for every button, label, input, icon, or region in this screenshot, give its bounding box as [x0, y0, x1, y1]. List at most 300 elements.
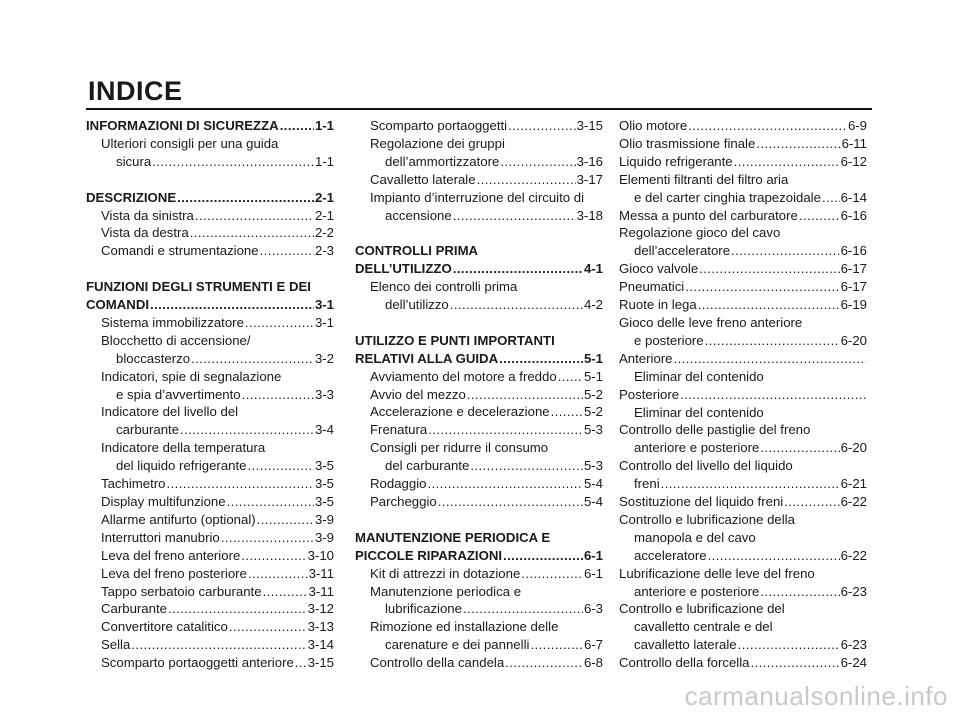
toc-entry[interactable]	[619, 618, 867, 636]
dot-leader	[799, 207, 840, 225]
dot-leader	[680, 386, 866, 404]
page-number: 3-5	[314, 494, 334, 509]
toc-entry-text: Tappo serbatoio carburante	[101, 583, 262, 599]
toc-entry[interactable]	[619, 475, 867, 493]
dot-leader	[738, 636, 840, 654]
toc-entry-text: freni	[634, 476, 660, 492]
dot-leader	[229, 618, 307, 636]
dot-leader	[257, 511, 314, 529]
dot-leader	[467, 386, 583, 404]
page-number: 2-1	[314, 207, 334, 223]
dot-leader	[450, 296, 583, 314]
dot-leader	[167, 475, 314, 493]
toc-entry-text: Tachimetro	[101, 476, 166, 492]
page-number: 3-9	[314, 529, 334, 545]
toc-entry[interactable]	[86, 511, 334, 529]
toc-entry-text: MANUTENZIONE PERIODICA E	[355, 529, 551, 545]
toc-entry-text: Accelerazione e decelerazione	[370, 404, 550, 420]
page-number: 3-5	[314, 476, 334, 492]
toc-entry-text: Indicatore della temperatura	[101, 440, 266, 456]
watermark: carmanualsonline.info	[684, 681, 948, 711]
page-number: 3-3	[314, 386, 334, 402]
toc-entry[interactable]	[619, 386, 867, 404]
dot-leader	[280, 117, 314, 135]
toc-entry-text: INFORMAZIONI DI SICUREZZA	[86, 118, 279, 133]
toc-entry-text: Leva del freno posteriore	[101, 565, 247, 581]
page-number: 3-10	[307, 547, 334, 563]
toc-section-heading[interactable]	[355, 529, 603, 547]
toc-entry-text: Pneumatici	[619, 279, 685, 295]
toc-entry-text: Elementi filtranti del filtro aria	[619, 171, 789, 187]
dot-leader	[180, 421, 314, 439]
page-number: 6-9	[847, 118, 867, 133]
toc-entry[interactable]	[86, 565, 334, 583]
toc-entry[interactable]	[355, 135, 603, 153]
toc-entry[interactable]	[86, 386, 334, 404]
dot-leader	[760, 583, 839, 601]
dot-leader	[784, 493, 839, 511]
toc-entry-text: Sostituzione del liquido freni	[619, 494, 784, 510]
page-number: 6-1	[583, 565, 603, 581]
toc-entry-text: PICCOLE RIPARAZIONI	[355, 547, 503, 563]
toc-entry[interactable]	[86, 403, 334, 421]
toc-entry[interactable]	[86, 475, 334, 493]
dot-leader	[190, 224, 314, 242]
page-number: 6-12	[840, 153, 867, 169]
toc-entry-text: Convertitore catalitico	[101, 619, 228, 635]
page-number: 3-12	[307, 601, 334, 617]
toc-entry-text: Olio trasmissione finale	[619, 135, 756, 151]
page-number: 5-2	[583, 386, 603, 402]
toc-entry-text: Sistema immobilizzatore	[101, 314, 244, 330]
toc-entry[interactable]	[355, 117, 603, 135]
toc-entry[interactable]	[619, 547, 867, 565]
toc-entry[interactable]	[619, 421, 867, 439]
toc-entry[interactable]	[619, 529, 867, 547]
section-gap	[86, 260, 334, 278]
toc-entry-text: Kit di attrezzi in dotazione	[370, 565, 521, 581]
toc-entry[interactable]	[86, 529, 334, 547]
toc-entry[interactable]	[355, 153, 603, 171]
toc-section-heading[interactable]	[86, 189, 334, 207]
toc-entry-text: Display multifunzione	[101, 494, 226, 509]
toc-entry-text: Parcheggio	[370, 494, 437, 509]
toc-entry[interactable]	[619, 242, 867, 260]
toc-section-heading[interactable]	[86, 296, 334, 314]
dot-leader	[750, 654, 839, 672]
dot-leader	[731, 242, 840, 260]
page-number: 6-17	[840, 279, 867, 295]
toc-entry-text: COMANDI	[86, 297, 150, 313]
toc-entry-text: Ulteriori consigli per una guida	[101, 135, 279, 151]
toc-section-heading[interactable]	[355, 547, 603, 565]
toc-column-3	[619, 117, 867, 672]
dot-leader	[428, 421, 583, 439]
toc-entry-text: Elenco dei controlli prima	[370, 279, 518, 295]
toc-entry-text: dell’utilizzo	[385, 297, 449, 313]
dot-leader	[248, 457, 314, 475]
dot-leader	[470, 457, 583, 475]
dot-leader	[263, 583, 308, 601]
dot-leader	[521, 565, 583, 583]
toc-entry-text: DELL’UTILIZZO	[355, 261, 452, 277]
toc-entry-text: Interruttori manubrio	[101, 529, 220, 545]
toc-entry-text: Vista da destra	[101, 225, 189, 241]
toc-entry[interactable]	[619, 278, 867, 296]
dot-leader	[688, 117, 847, 135]
dot-leader	[674, 350, 866, 368]
page-number: 3-17	[576, 171, 603, 187]
dot-leader	[708, 547, 840, 565]
toc-entry-text: e del carter cinghia trapezoidale	[634, 189, 821, 205]
toc-entry-text: Scomparto portaoggetti anteriore	[101, 655, 294, 671]
toc-entry[interactable]	[619, 457, 867, 475]
toc-entry[interactable]	[86, 600, 334, 618]
toc-entry-text: del liquido refrigerante	[116, 458, 247, 474]
page-number: 5-3	[583, 422, 603, 438]
toc-entry[interactable]	[619, 511, 867, 529]
toc-entry[interactable]	[355, 565, 603, 583]
page-number: 2-3	[314, 243, 334, 259]
dot-leader	[221, 529, 314, 547]
toc-entry-text: Regolazione dei gruppi	[370, 135, 505, 151]
toc-entry-text: Manutenzione periodica e	[370, 583, 522, 599]
toc-entry[interactable]	[619, 583, 867, 601]
toc-entry[interactable]	[355, 278, 603, 296]
toc-section-heading[interactable]	[86, 117, 334, 135]
toc-entry-text: bloccasterzo	[116, 350, 191, 366]
toc-entry-text: Cavalletto laterale	[370, 171, 476, 187]
toc-entry-text: Regolazione gioco del cavo	[619, 225, 781, 241]
toc-entry[interactable]	[619, 189, 867, 207]
section-gap	[355, 314, 603, 332]
page-number: 6-1	[583, 547, 603, 563]
page-number: 1-1	[314, 118, 334, 133]
toc-entry-text: Controllo e lubrificazione del	[619, 601, 785, 617]
toc-entry-text: Controllo e lubrificazione della	[619, 511, 795, 527]
dot-leader	[661, 475, 840, 493]
toc-entry[interactable]	[619, 153, 867, 171]
page-number: 5-1	[583, 350, 603, 366]
toc-entry-text: accensione	[385, 207, 452, 223]
toc-entry[interactable]	[619, 368, 867, 386]
toc-entry[interactable]	[355, 207, 603, 225]
dot-leader	[227, 493, 314, 511]
dot-leader	[699, 260, 839, 278]
page-number: 3-1	[314, 314, 334, 330]
toc-entry[interactable]	[619, 296, 867, 314]
toc-entry[interactable]	[619, 439, 867, 457]
toc-entry[interactable]	[619, 636, 867, 654]
dot-leader	[551, 403, 583, 421]
dot-leader	[453, 260, 583, 278]
toc-entry-text: e spia d’avvertimento	[116, 386, 241, 402]
toc-entry[interactable]	[619, 404, 867, 422]
toc-entry-text: Avvio del mezzo	[370, 386, 466, 402]
page-number: 3-1	[314, 297, 334, 313]
dot-leader	[191, 350, 314, 368]
page-number: 6-20	[840, 440, 867, 456]
toc-entry-text: carenature e dei pannelli	[385, 637, 530, 653]
toc-entry-text: Gioco delle leve freno anteriore	[619, 314, 803, 330]
toc-entry[interactable]	[86, 224, 334, 242]
page-number: 5-2	[583, 404, 603, 420]
dot-leader	[295, 654, 307, 672]
toc-entry[interactable]	[619, 171, 867, 189]
toc-entry[interactable]	[86, 368, 334, 386]
page-number: 6-16	[840, 243, 867, 259]
toc-entry-text: Carburante	[101, 601, 167, 617]
page-number: 3-13	[307, 619, 334, 635]
toc-entry-text: Vista da sinistra	[101, 207, 194, 223]
toc-entry-text: RELATIVI ALLA GUIDA	[355, 350, 499, 366]
dot-leader	[760, 439, 839, 457]
toc-entry-text: Rimozione ed installazione delle	[370, 619, 559, 635]
toc-entry[interactable]	[619, 493, 867, 511]
toc-entry-text: Eliminar del contenido	[634, 368, 764, 384]
dot-leader	[705, 332, 840, 350]
toc-entry-text: Impianto d’interruzione del circuito di	[370, 189, 585, 205]
toc-entry[interactable]	[619, 350, 867, 368]
toc-entry-text: CONTROLLI PRIMA	[355, 243, 479, 259]
toc-entry-text: carburante	[116, 422, 180, 438]
toc-entry-text: Controllo della candela	[370, 655, 505, 671]
toc-section-heading[interactable]	[355, 242, 603, 260]
toc-entry[interactable]	[86, 618, 334, 636]
dot-leader	[822, 189, 840, 207]
page-number: 6-11	[841, 135, 867, 151]
page-number: 3-2	[314, 350, 334, 366]
page-number: 6-8	[583, 655, 603, 671]
page-number: 3-5	[314, 458, 334, 474]
toc-entry[interactable]	[355, 368, 603, 386]
dot-leader	[195, 207, 314, 225]
toc-entry[interactable]	[619, 600, 867, 618]
page-number: 3-14	[307, 637, 334, 653]
toc-entry-text: Scomparto portaoggetti	[370, 118, 508, 133]
toc-entry[interactable]	[619, 332, 867, 350]
dot-leader	[505, 654, 583, 672]
page-number: 6-24	[840, 655, 867, 671]
page-number: 3-9	[314, 511, 334, 527]
dot-leader	[453, 207, 576, 225]
page-number: 5-4	[583, 494, 603, 509]
page-title: INDICE	[88, 76, 183, 106]
dot-leader	[150, 296, 314, 314]
toc-entry[interactable]	[355, 421, 603, 439]
page-number: 6-17	[840, 261, 867, 277]
dot-leader	[530, 636, 583, 654]
toc-entry-text: Ruote in lega	[619, 297, 697, 313]
page-number: 2-1	[314, 189, 334, 205]
dot-leader	[427, 475, 582, 493]
toc-entry[interactable]	[355, 475, 603, 493]
toc-entry-text: Sella	[101, 637, 131, 653]
toc-entry[interactable]	[355, 493, 603, 511]
toc-entry-text: Indicatori, spie di segnalazione	[101, 368, 282, 384]
toc-entry[interactable]	[86, 457, 334, 475]
toc-entry[interactable]	[619, 565, 867, 583]
toc-entry-text: Consigli per ridurre il consumo	[370, 440, 549, 456]
toc-entry-text: sicura	[116, 153, 152, 169]
dot-leader	[242, 386, 314, 404]
dot-leader	[241, 547, 306, 565]
dot-leader	[131, 636, 306, 654]
toc-entry[interactable]	[355, 386, 603, 404]
page-number: 3-4	[314, 422, 334, 438]
page-number: 6-21	[840, 476, 867, 492]
page-number: 6-20	[840, 332, 867, 348]
toc-entry[interactable]	[355, 457, 603, 475]
toc-entry-text: Liquido refrigerante	[619, 153, 733, 169]
toc-entry[interactable]	[86, 153, 334, 171]
toc-entry-text: Comandi e strumentazione	[101, 243, 259, 259]
dot-leader	[734, 153, 840, 171]
toc-entry-text: Eliminar del contenido	[634, 404, 764, 420]
page-number: 6-3	[583, 601, 603, 617]
dot-leader	[558, 368, 583, 386]
dot-leader	[685, 278, 839, 296]
toc-entry[interactable]	[355, 296, 603, 314]
toc-entry-text: Posteriore	[619, 386, 680, 402]
toc-entry[interactable]	[355, 583, 603, 601]
dot-leader	[152, 153, 314, 171]
toc-entry-text: Controllo delle pastiglie del freno	[619, 422, 811, 438]
dot-leader	[168, 600, 307, 618]
toc-entry-text: Messa a punto del carburatore	[619, 207, 798, 223]
toc-entry[interactable]	[355, 189, 603, 207]
toc-entry[interactable]	[86, 242, 334, 260]
dot-leader	[260, 242, 314, 260]
toc-entry[interactable]	[355, 439, 603, 457]
toc-entry-text: del carburante	[385, 458, 470, 474]
dot-leader	[248, 565, 308, 583]
toc-entry-text: DESCRIZIONE	[86, 189, 177, 205]
toc-entry[interactable]	[619, 117, 867, 135]
page-number: 6-22	[840, 494, 867, 510]
toc-section-heading[interactable]	[86, 278, 334, 296]
dot-leader	[508, 117, 576, 135]
dot-leader	[438, 493, 583, 511]
dot-leader	[177, 189, 314, 207]
toc-entry[interactable]	[86, 421, 334, 439]
toc-entry[interactable]	[619, 260, 867, 278]
toc-entry-text: Blocchetto di accensione/	[101, 332, 251, 348]
page-number: 1-1	[314, 153, 334, 169]
page-number: 5-1	[583, 368, 603, 384]
toc-entry[interactable]	[86, 636, 334, 654]
toc-column-1	[86, 117, 334, 672]
toc-section-heading[interactable]	[355, 260, 603, 278]
toc-entry[interactable]	[355, 636, 603, 654]
toc-entry-text: Olio motore	[619, 118, 688, 133]
page-number: 4-2	[583, 297, 603, 313]
toc-entry-text: Avviamento del motore a freddo	[370, 368, 557, 384]
page-number: 6-23	[840, 637, 867, 653]
dot-leader	[756, 135, 840, 153]
toc-entry[interactable]	[86, 350, 334, 368]
section-gap	[86, 171, 334, 189]
toc-entry-text: FUNZIONI DEGLI STRUMENTI E DEI	[86, 279, 311, 295]
toc-entry-text: Controllo della forcella	[619, 655, 750, 671]
toc-entry-text: cavalletto centrale e del	[634, 619, 773, 635]
toc-entry[interactable]	[86, 439, 334, 457]
toc-entry-text: Frenatura	[370, 422, 428, 438]
toc-entry[interactable]	[86, 314, 334, 332]
toc-entry-text: dell’acceleratore	[634, 243, 731, 259]
page-number: 6-22	[840, 547, 867, 563]
page-number: 3-15	[307, 655, 334, 671]
toc-entry-text: dell’ammortizzatore	[385, 153, 500, 169]
toc-entry[interactable]	[86, 207, 334, 225]
toc-entry[interactable]	[86, 654, 334, 672]
toc-entry[interactable]	[619, 135, 867, 153]
toc-entry-text: e posteriore	[634, 332, 704, 348]
toc-entry[interactable]	[86, 493, 334, 511]
dot-leader	[245, 314, 314, 332]
section-gap	[355, 224, 603, 242]
toc-entry-text: Leva del freno anteriore	[101, 547, 241, 563]
toc-entry-text: anteriore e posteriore	[634, 440, 760, 456]
toc-section-heading[interactable]	[355, 332, 603, 350]
page-number: 3-16	[576, 153, 603, 169]
toc-entry[interactable]	[619, 207, 867, 225]
toc-entry-text: Controllo del livello del liquido	[619, 458, 793, 474]
page-number: 3-11	[308, 583, 334, 599]
dot-leader	[503, 547, 583, 565]
page-number: 5-3	[583, 458, 603, 474]
toc-entry[interactable]	[355, 171, 603, 189]
page-number: 6-14	[840, 189, 867, 205]
toc-entry-text: lubrificazione	[385, 601, 462, 617]
page-number: 2-2	[314, 225, 334, 241]
toc-entry-text: UTILIZZO E PUNTI IMPORTANTI	[355, 332, 555, 348]
toc-entry[interactable]	[86, 332, 334, 350]
toc-entry[interactable]	[355, 403, 603, 421]
toc-entry[interactable]	[86, 583, 334, 601]
page-number: 3-15	[576, 118, 603, 133]
toc-entry[interactable]	[619, 314, 867, 332]
toc-entry[interactable]	[619, 224, 867, 242]
toc-entry-text: acceleratore	[634, 547, 707, 563]
toc-entry[interactable]	[355, 600, 603, 618]
page-number: 6-23	[840, 583, 867, 599]
dot-leader	[500, 153, 575, 171]
toc-entry-text: Lubrificazione delle leve del freno	[619, 565, 815, 581]
page-number: 3-18	[576, 207, 603, 223]
page-number: 6-16	[840, 207, 867, 223]
toc-entry[interactable]	[86, 547, 334, 565]
dot-leader	[463, 600, 583, 618]
toc-entry-text: anteriore e posteriore	[634, 583, 760, 599]
toc-entry[interactable]	[619, 654, 867, 672]
title-rule	[86, 108, 872, 110]
toc-entry-text: Gioco valvole	[619, 261, 699, 277]
dot-leader	[477, 171, 576, 189]
toc-entry[interactable]	[86, 135, 334, 153]
toc-section-heading[interactable]	[355, 350, 603, 368]
page-number: 6-7	[583, 637, 603, 653]
toc-entry-text: Allarme antifurto (optional)	[101, 511, 256, 527]
page-number: 6-19	[840, 297, 867, 313]
page-number: 3-11	[308, 565, 334, 581]
section-gap	[355, 511, 603, 529]
dot-leader	[698, 296, 840, 314]
toc-entry[interactable]	[355, 654, 603, 672]
toc-entry-text: Indicatore del livello del	[101, 404, 239, 420]
toc-entry-text: cavalletto laterale	[634, 637, 737, 653]
toc-entry[interactable]	[355, 618, 603, 636]
